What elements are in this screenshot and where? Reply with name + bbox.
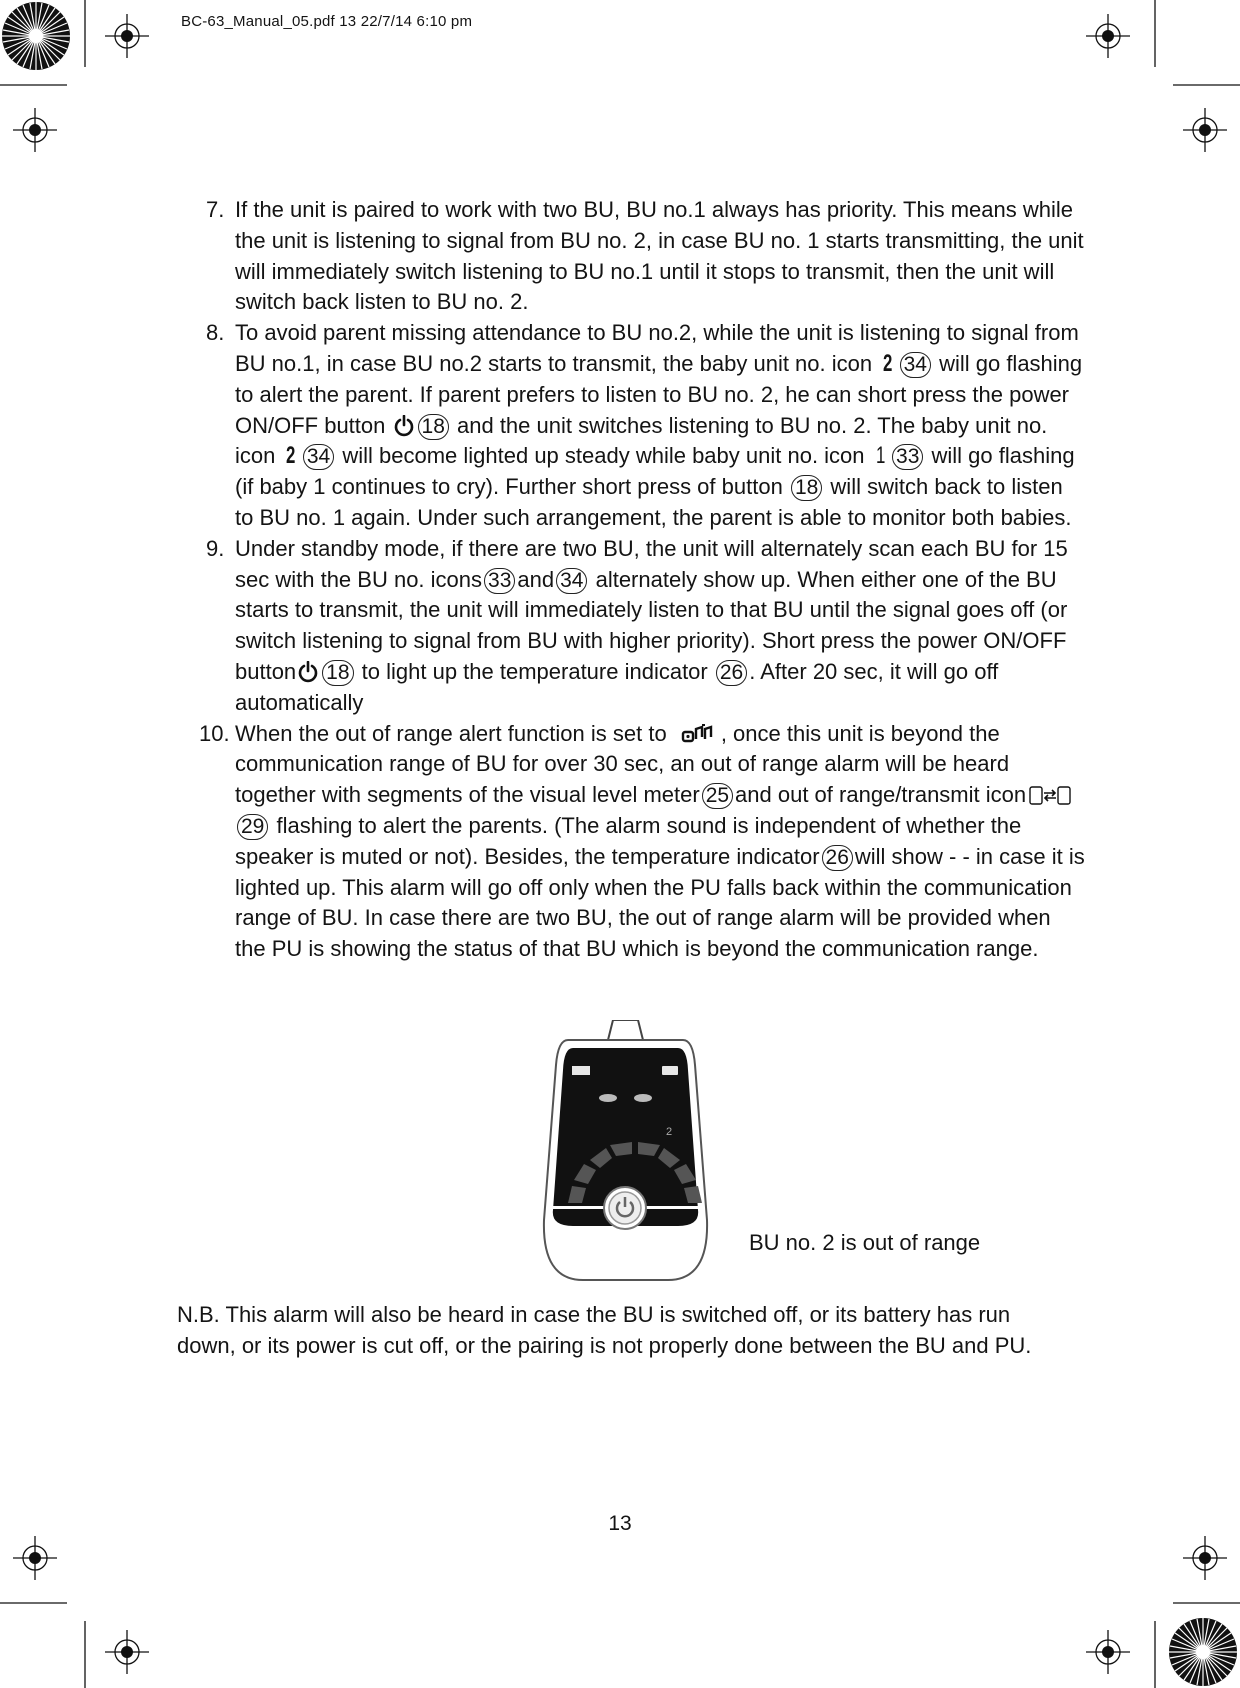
print-slug: BC-63_Manual_05.pdf 13 22/7/14 6:10 pm bbox=[181, 13, 473, 30]
list-item-7 bbox=[206, 195, 1086, 318]
item-text: . After 20 sec, it will go off automatically bbox=[235, 658, 999, 715]
callout-number: 34 bbox=[556, 568, 587, 594]
callout-number: 26 bbox=[822, 845, 853, 871]
transmit-icon bbox=[1028, 784, 1072, 806]
item-number: 8. bbox=[206, 320, 225, 346]
item-text: and out of range/transmit icon bbox=[735, 782, 1027, 808]
callout-number: 18 bbox=[322, 660, 353, 686]
list-item-10 bbox=[199, 719, 1086, 965]
item-text: flashing to alert the parents. (The alarm sound is independent of whether the speaker is muted or not). Besides, the temperature indicator bbox=[235, 812, 1022, 869]
item-number: 7. bbox=[206, 197, 225, 222]
callout-number: 26 bbox=[716, 660, 747, 686]
display-digit: 2 bbox=[666, 1126, 673, 1138]
item-text: , once this unit is beyond the communication range of BU for over 30 sec, an out of range alarm will be heard together with segments of the visual level meter bbox=[235, 720, 1010, 808]
item-text: will go flashing to alert the parent. If parent prefers to listen to BU no. 2, he can short press the power ON/OFF button bbox=[235, 350, 1083, 438]
item-text: and bbox=[517, 566, 555, 592]
baby-unit-2-glyph: 2 bbox=[883, 349, 893, 377]
item-number: 10. bbox=[199, 720, 230, 746]
instruction-list bbox=[199, 195, 1086, 965]
callout-number: 18 bbox=[418, 414, 449, 440]
item-text: and the unit switches listening to BU no. 2. The baby unit no. icon bbox=[235, 412, 1048, 469]
item-text: to light up the temperature indicator bbox=[361, 658, 708, 684]
callout-number: 18 bbox=[791, 475, 822, 501]
baby-unit-1-glyph: 1 bbox=[875, 442, 886, 470]
list-item-9 bbox=[206, 534, 1086, 719]
item-text: will become lighted up steady while baby unit no. icon bbox=[342, 443, 865, 469]
power-icon bbox=[298, 661, 318, 683]
item-text: When the out of range alert function is set to bbox=[235, 720, 667, 746]
out-of-range-alarm-icon bbox=[681, 723, 713, 745]
page-number: 13 bbox=[608, 1512, 632, 1535]
callout-number: 33 bbox=[484, 568, 515, 594]
list-item-8 bbox=[206, 318, 1086, 534]
callout-number: 33 bbox=[892, 444, 923, 470]
item-text: Under standby mode, if there are two BU, the unit will alternately scan each BU for 15 sec with the BU no. icons bbox=[235, 535, 1068, 592]
callout-number: 34 bbox=[900, 352, 931, 378]
item-text: If the unit is paired to work with two BU, BU no.1 always has priority. This means while the unit is listening to signal from BU no. 2, in case BU no. 1 starts transmitting, the unit will immediately switch listening to BU no.1 until it stops to transmit, then the unit will switch back listen to BU no. 2. bbox=[235, 197, 1084, 315]
baby-unit-2-glyph: 2 bbox=[286, 442, 296, 470]
item-text: alternately show up. When either one of the BU starts to transmit, the unit will immediately listen to that BU until the signal goes off (or switch listening to signal from BU with higher priority). Short press the power ON/OFF button bbox=[235, 566, 1068, 684]
item-text: To avoid parent missing attendance to BU no.2, while the unit is listening to signal from BU no.1, in case BU no.2 starts to transmit, the baby unit no. icon bbox=[235, 320, 1079, 376]
parent-unit-illustration bbox=[538, 1020, 713, 1282]
callout-number: 25 bbox=[702, 783, 733, 809]
note-paragraph: N.B. This alarm will also be heard in case the BU is switched off, or its battery has run down, or its power is cut off, or the pairing is not properly done between the BU and PU. bbox=[177, 1302, 1032, 1358]
callout-number: 34 bbox=[303, 444, 334, 470]
power-icon bbox=[394, 415, 414, 437]
callout-number: 29 bbox=[237, 814, 268, 840]
item-text: will go flashing (if baby 1 continues to cry). Further short press of button bbox=[235, 443, 1075, 500]
figure-caption: BU no. 2 is out of range bbox=[749, 1230, 981, 1255]
item-number: 9. bbox=[206, 535, 225, 561]
item-text: will switch back to listen to BU no. 1 again. Under such arrangement, the parent is able to monitor both babies. bbox=[235, 474, 1072, 530]
item-text: will show - - in case it is lighted up. This alarm will go off only when the PU falls back within the communication range of BU. In case there are two BU, the out of range alarm will be provided when the PU is showing the status of that BU which is beyond the communication range. bbox=[235, 843, 1085, 962]
